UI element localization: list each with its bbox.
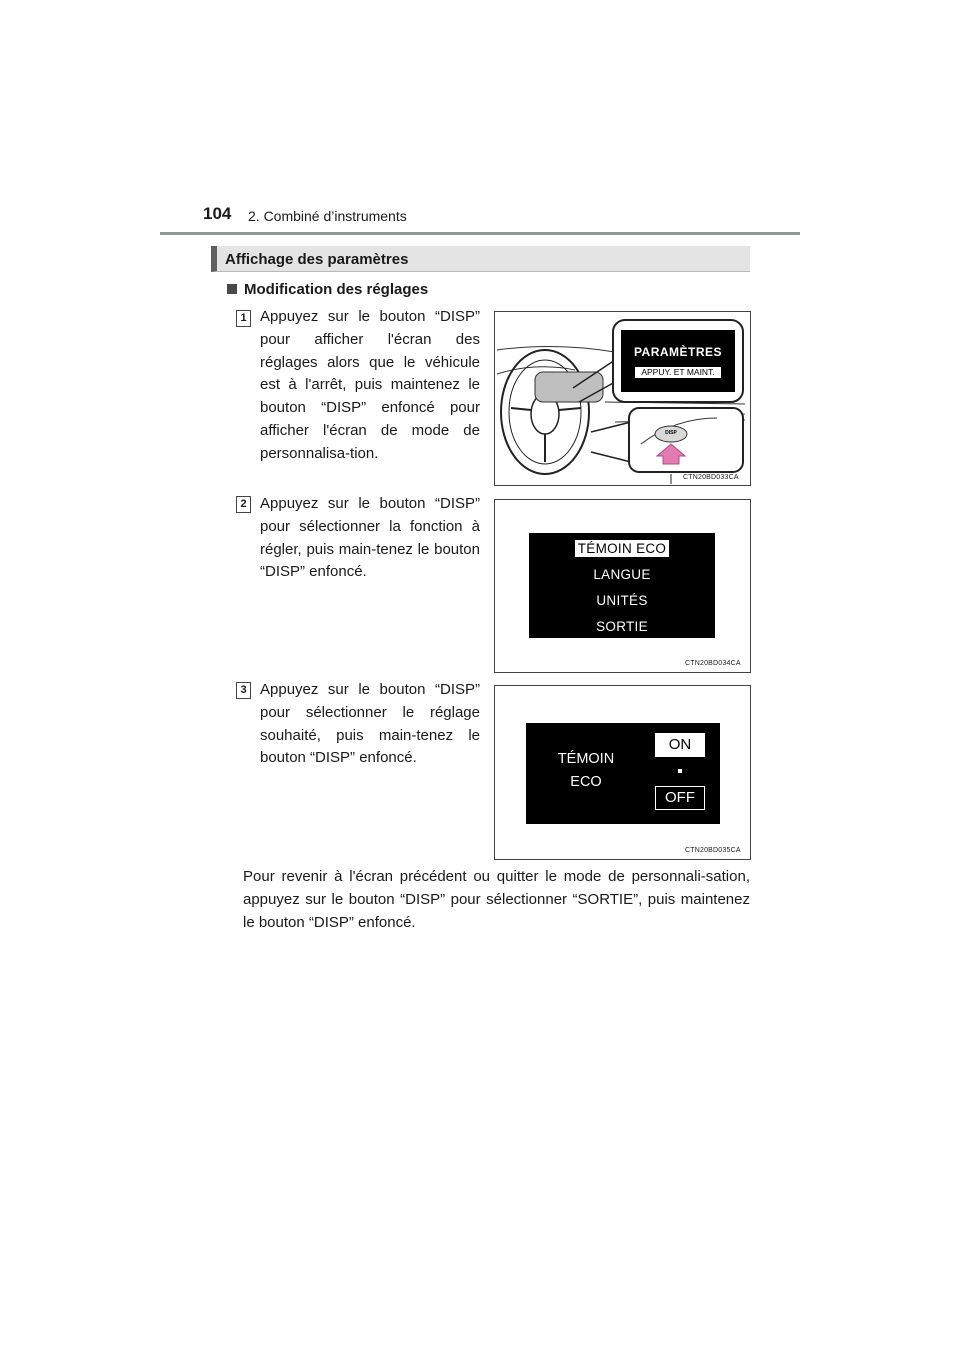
figure-code: CTN20BD033CA [683, 474, 739, 481]
menu-item: UNITÉS [596, 593, 648, 608]
page-number: 104 [203, 204, 232, 223]
screen-subtitle: APPUY. ET MAINT. [635, 367, 721, 378]
option-on-selected: ON [655, 733, 705, 757]
disp-button-label: DISP [665, 430, 677, 436]
step-number-1: 1 [236, 310, 251, 327]
step-1-text: Appuyez sur le bouton “DISP” pour afficher l'écran des réglages alors que le véhicule est à l'arrêt, puis maintenez le bouton “DISP” enfoncé pour afficher l'écran de mode de personnalisa-tion. [260, 308, 480, 462]
setting-label-line2: ECO [570, 774, 602, 790]
menu-item-label: TÉMOIN ECO [575, 540, 670, 557]
chapter-title: 2. Combiné d’instruments [248, 208, 407, 224]
figure-eco-setting [494, 685, 751, 860]
subheading: Modification des réglages [244, 281, 429, 298]
closing-paragraph: Pour revenir à l'écran précédent ou quitter le mode de personnali-sation, appuyez sur le bouton “DISP” pour sélectionner “SORTIE”, puis maintenez le bouton “DISP” enfoncé. [243, 868, 750, 931]
dashboard-illustration [495, 312, 750, 485]
setting-label-line1: TÉMOIN [557, 751, 615, 767]
figure-steering-wheel [494, 311, 751, 486]
step-number-2: 2 [236, 496, 251, 513]
header-rule [160, 232, 800, 235]
menu-item-selected [529, 541, 715, 556]
figure-code: CTN20BD034CA [685, 660, 741, 667]
menu-item: SORTIE [596, 619, 648, 634]
menu-screen [529, 533, 715, 638]
menu-item: LANGUE [593, 567, 651, 582]
option-separator-dot [678, 769, 682, 773]
step-3-text: Appuyez sur le bouton “DISP” pour sélectionner le réglage souhaité, puis main-tenez le bouton “DISP” enfoncé. [260, 681, 480, 767]
figure-settings-menu [494, 499, 751, 673]
figure-code: CTN20BD035CA [685, 847, 741, 854]
square-bullet-icon [227, 284, 237, 294]
section-title: Affichage des paramètres [225, 251, 409, 268]
step-number-3: 3 [236, 682, 251, 699]
setting-screen [526, 723, 720, 824]
screen-title: PARAMÈTRES [633, 345, 723, 359]
option-off: OFF [655, 786, 705, 810]
step-2-text: Appuyez sur le bouton “DISP” pour sélectionner la fonction à régler, puis main-tenez le bouton “DISP” enfoncé. [260, 495, 480, 581]
